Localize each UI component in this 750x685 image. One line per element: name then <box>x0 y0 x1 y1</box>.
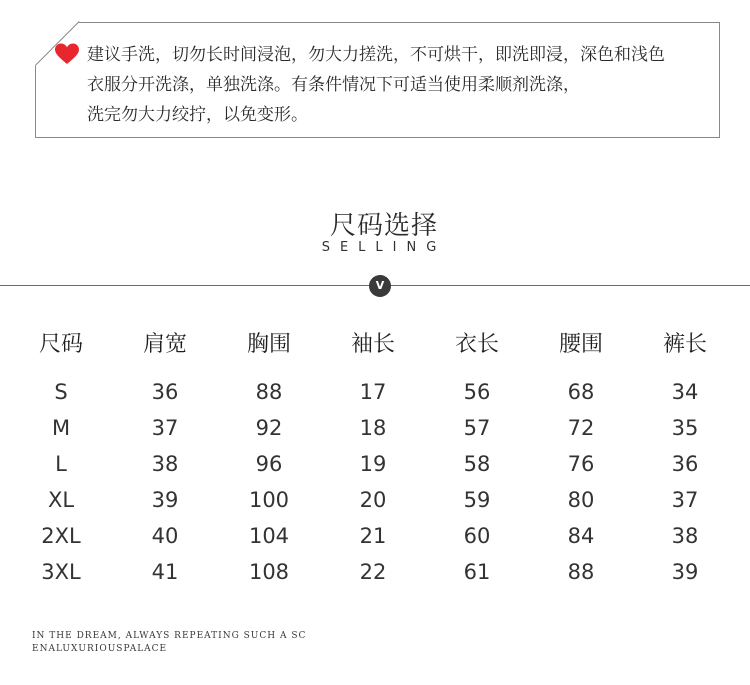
table-cell: 92 <box>255 416 283 440</box>
table-cell: S <box>54 380 68 404</box>
care-line-2: 衣服分开洗涤，单独洗涤。有条件情况下可适当使用柔顺剂洗涤， <box>87 75 580 95</box>
table-cell: 40 <box>151 524 179 548</box>
chevron-down-icon: V <box>369 275 391 297</box>
care-line-1: 建议手洗，切勿长时间浸泡，勿大力搓洗，不可烘干，即洗即浸，深色和浅色 <box>87 45 665 65</box>
table-header-row <box>9 320 737 364</box>
footer-line-1: IN THE DREAM, ALWAYS REPEATING SUCH A SC <box>32 631 307 641</box>
table-cell: 84 <box>567 524 595 548</box>
footer-tagline <box>32 630 306 656</box>
table-cell: 96 <box>255 452 283 476</box>
table-cell: 100 <box>248 488 290 512</box>
table-cell: 37 <box>671 488 699 512</box>
table-row <box>9 364 737 410</box>
care-line-3: 洗完勿大力绞拧，以免变形。 <box>87 105 308 125</box>
table-cell: 22 <box>359 560 387 584</box>
table-cell: 56 <box>463 380 491 404</box>
heart-icon <box>55 43 79 65</box>
table-cell: 39 <box>671 560 699 584</box>
header-chest: 胸围 <box>246 331 291 357</box>
table-row <box>9 446 737 482</box>
header-waist: 腰围 <box>558 331 603 357</box>
table-cell: 19 <box>359 452 387 476</box>
table-cell: 38 <box>151 452 179 476</box>
size-chart-table <box>9 320 737 590</box>
table-cell: M <box>51 416 71 440</box>
section-subtitle: SELLING <box>321 240 447 255</box>
table-cell: 36 <box>151 380 179 404</box>
table-cell: 20 <box>359 488 387 512</box>
table-cell: 76 <box>567 452 595 476</box>
table-cell: 108 <box>248 560 290 584</box>
table-cell: 35 <box>671 416 699 440</box>
table-cell: 80 <box>567 488 595 512</box>
table-cell: 61 <box>463 560 491 584</box>
table-cell: 57 <box>463 416 491 440</box>
table-cell: L <box>55 452 67 476</box>
table-cell: 17 <box>359 380 387 404</box>
table-row <box>9 518 737 554</box>
table-cell: 72 <box>567 416 595 440</box>
table-row <box>9 410 737 446</box>
table-cell: 41 <box>151 560 179 584</box>
table-cell: 18 <box>359 416 387 440</box>
table-cell: 60 <box>463 524 491 548</box>
table-cell: 37 <box>151 416 179 440</box>
header-pants-length: 裤长 <box>662 331 707 357</box>
header-shoulder: 肩宽 <box>142 331 187 357</box>
table-cell: 39 <box>151 488 179 512</box>
table-cell: 3XL <box>41 560 81 584</box>
table-cell: 38 <box>671 524 699 548</box>
header-sleeve: 袖长 <box>350 331 395 357</box>
table-cell: 34 <box>671 380 699 404</box>
table-cell: 36 <box>671 452 699 476</box>
header-size: 尺码 <box>38 331 83 357</box>
footer-line-2: ENALUXURIOUSPALACE <box>32 644 168 654</box>
care-instructions <box>87 40 717 130</box>
table-cell: 104 <box>248 524 290 548</box>
table-row <box>9 482 737 518</box>
table-cell: 88 <box>255 380 283 404</box>
table-cell: 58 <box>463 452 491 476</box>
table-cell: 68 <box>567 380 595 404</box>
section-title: 尺码选择 <box>329 211 438 241</box>
table-cell: 59 <box>463 488 491 512</box>
table-cell: 21 <box>359 524 387 548</box>
table-cell: XL <box>47 488 75 512</box>
table-cell: 88 <box>567 560 595 584</box>
table-row <box>9 554 737 590</box>
table-cell: 2XL <box>41 524 81 548</box>
header-length: 衣长 <box>454 331 499 357</box>
